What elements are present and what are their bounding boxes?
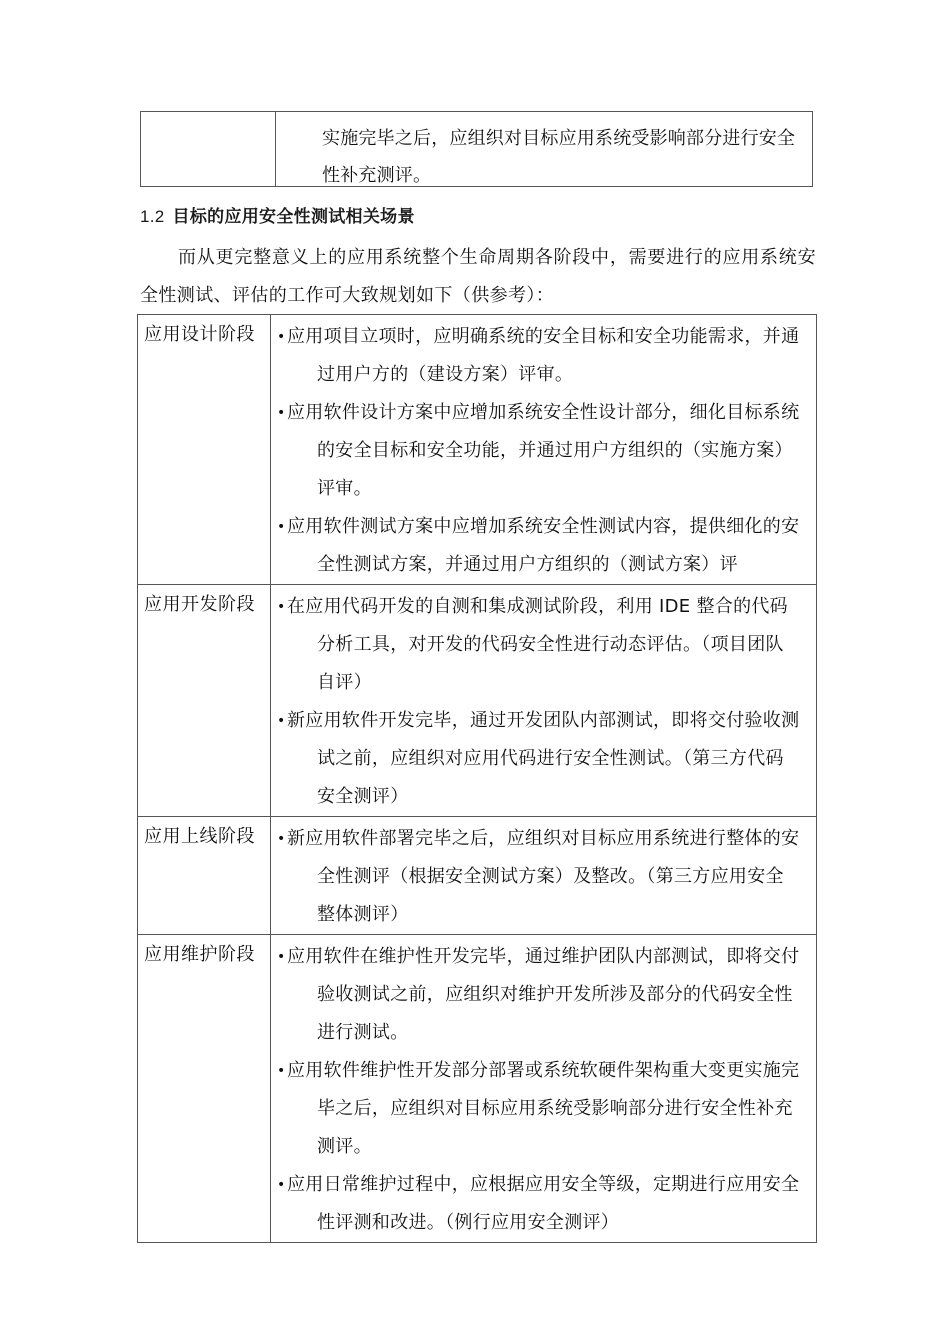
list-item-text: 在应用代码开发的自测和集成测试阶段，利用 IDE 整合的代码分析工具，对开发的代码安全性进行动态评估。（项目团队自评） (287, 596, 788, 693)
list-item-text: 新应用软件部署完毕之后，应组织对目标应用系统进行整体的安全性测评（根据安全测试方案）及整改。（第三方应用安全整体测评） (287, 828, 800, 925)
table-row (138, 585, 817, 817)
continuation-table-right-cell: 实施完毕之后，应组织对目标应用系统受影响部分进行安全性补充测评。 (322, 128, 796, 186)
phase-name-cell: 应用开发阶段 (138, 585, 271, 817)
phase-name-cell: 应用设计阶段 (138, 315, 271, 585)
list-item-text: 新应用软件开发完毕，通过开发团队内部测试，即将交付验收测试之前，应组织对应用代码进行安全性测试。（第三方代码安全测评） (287, 710, 800, 807)
continuation-table (140, 111, 813, 187)
section-title: 目标的应用安全性测试相关场景 (172, 207, 415, 227)
list-item (277, 820, 802, 934)
list-item-text: 应用日常维护过程中，应根据应用安全等级，定期进行应用安全性评测和改进。（例行应用安全测评） (287, 1174, 800, 1233)
section-heading (140, 202, 415, 227)
bullet-icon: • (277, 831, 286, 847)
phase-items-cell (271, 315, 817, 585)
lifecycle-phase-table (137, 314, 817, 1243)
bullet-icon: • (277, 329, 286, 345)
list-item-text: 应用项目立项时，应明确系统的安全目标和安全功能需求，并通过用户方的（建设方案）评审。 (287, 326, 800, 385)
phase-items-cell (271, 585, 817, 817)
table-row (138, 817, 817, 935)
bullet-icon: • (277, 405, 286, 421)
bullet-icon: • (277, 519, 286, 535)
bullet-icon: • (277, 599, 286, 615)
list-item (277, 508, 802, 584)
bullet-icon: • (277, 1063, 286, 1079)
list-item (277, 588, 802, 702)
phase-items-cell (271, 817, 817, 935)
bullet-icon: • (277, 713, 286, 729)
bullet-icon: • (277, 1177, 286, 1193)
list-item (277, 938, 802, 1052)
intro-paragraph: 而从更完整意义上的应用系统整个生命周期各阶段中，需要进行的应用系统安全性测试、评估的工作可大致规划如下（供参考）： (140, 247, 816, 306)
list-item-text: 应用软件设计方案中应增加系统安全性设计部分，细化目标系统的安全目标和安全功能，并通过用户方组织的（实施方案）评审。 (287, 402, 800, 499)
list-item (277, 318, 802, 394)
list-item-text: 应用软件维护性开发部分部署或系统软硬件架构重大变更实施完毕之后，应组织对目标应用系统受影响部分进行安全性补充测评。 (287, 1060, 800, 1157)
table-row (138, 315, 817, 585)
continuation-table-left-cell (141, 112, 276, 186)
list-item (277, 702, 802, 816)
phase-name-cell: 应用维护阶段 (138, 935, 271, 1243)
phase-name-cell: 应用上线阶段 (138, 817, 271, 935)
list-item (277, 394, 802, 508)
list-item-text: 应用软件测试方案中应增加系统安全性测试内容，提供细化的安全性测试方案，并通过用户方组织的（测试方案）评 (287, 516, 800, 575)
table-row (138, 935, 817, 1243)
list-item-text: 应用软件在维护性开发完毕，通过维护团队内部测试，即将交付验收测试之前，应组织对维护开发所涉及部分的代码安全性进行测试。 (287, 946, 800, 1043)
list-item (277, 1166, 802, 1242)
list-item (277, 1052, 802, 1166)
bullet-icon: • (277, 949, 286, 965)
section-number: 1.2 (140, 207, 165, 226)
phase-items-cell (271, 935, 817, 1243)
